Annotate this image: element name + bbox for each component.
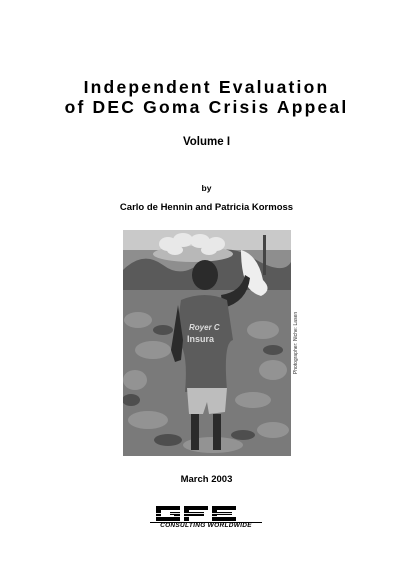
logo-tagline: CONSULTING WORLDWIDE — [160, 522, 252, 529]
report-title-line-1: Independent Evaluation — [83, 77, 330, 97]
cover-photo — [123, 230, 291, 456]
authors: Carlo de Hennin and Patricia Kormoss — [119, 202, 294, 213]
shirt-text-1: Royer C — [189, 323, 220, 332]
volume-label: Volume I — [182, 136, 231, 148]
photo-credit-text: Photographer: Niche: Lasen — [293, 311, 299, 375]
by-label: by — [201, 183, 212, 193]
gfe-logo — [150, 504, 262, 534]
shirt-text-2: Insura — [187, 334, 215, 344]
report-date: March 2003 — [180, 474, 233, 485]
child-carrying-basket-image — [123, 230, 291, 456]
report-title-line-2: of DEC Goma Crisis Appeal — [64, 97, 349, 117]
photo-credit — [291, 230, 301, 456]
